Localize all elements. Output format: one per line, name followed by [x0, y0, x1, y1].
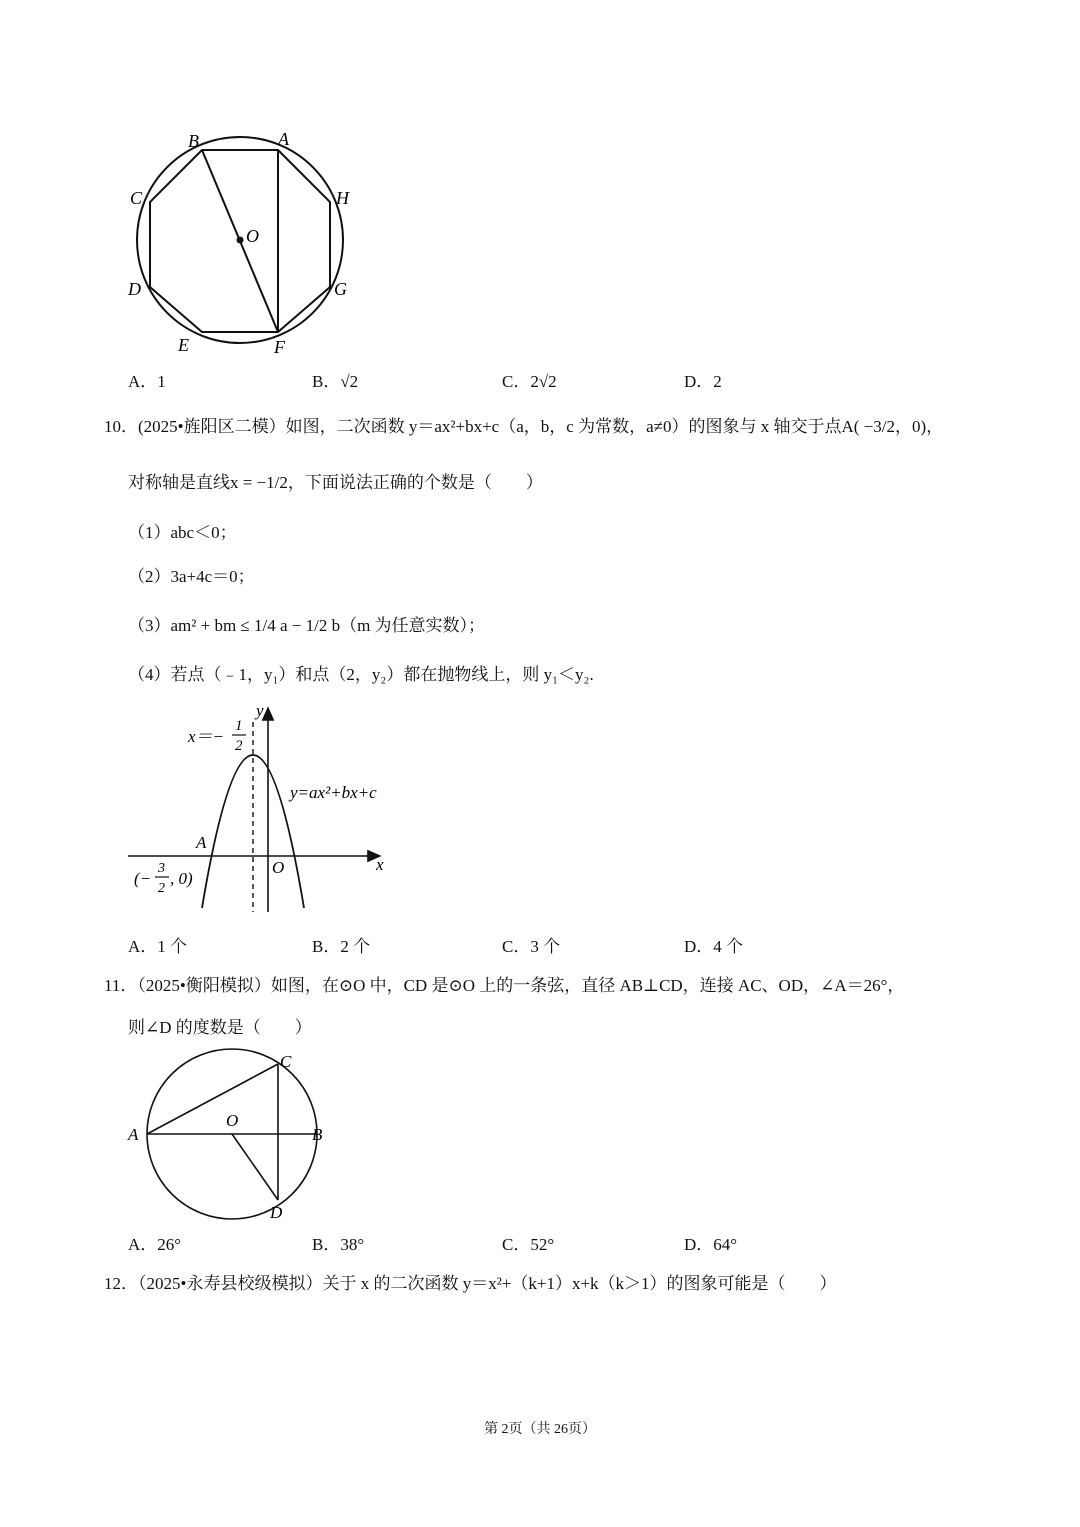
- label-G: G: [334, 279, 347, 299]
- q10-stem-line2: 对称轴是直线x = −1/2，下面说法正确的个数是（ ）: [128, 473, 543, 492]
- option-value: 2√2: [530, 372, 557, 391]
- q10-statement-1: （1）abc＜0；: [128, 523, 237, 542]
- option-letter: D．: [684, 372, 714, 391]
- option-value: 2 个: [340, 937, 371, 956]
- parabola-figure: [122, 700, 422, 915]
- q12-stem-line1: 12．（2025•永寿县校级模拟）关于 x 的二次函数 y＝x²+（k+1）x+k（k＞1）的图象可能是（ ）: [104, 1274, 837, 1293]
- option-letter: C．: [502, 937, 531, 956]
- option-letter: B．: [312, 372, 341, 391]
- symmetry-label: x＝−: [188, 727, 225, 746]
- point-a-coord-den: 2: [158, 881, 165, 896]
- q10-statement-3: （3）am² + bm ≤ 1/4 a − 1/2 b（m 为任意实数）；: [128, 616, 486, 635]
- q10-statement-2: （2）3a+4c＝0；: [128, 567, 255, 586]
- q9-option-c[interactable]: [502, 367, 557, 392]
- q10-option-d[interactable]: [684, 932, 743, 957]
- q11-option-c[interactable]: [502, 1230, 554, 1255]
- equation-label: y=ax²+bx+c: [290, 783, 377, 802]
- option-letter: A．: [128, 937, 158, 956]
- q10-option-b[interactable]: [312, 932, 370, 957]
- option-value: 3 个: [530, 937, 561, 956]
- label-O: O: [246, 226, 259, 246]
- center-point: [237, 237, 244, 244]
- q11-stem-line2: 则∠D 的度数是（ ）: [128, 1018, 312, 1037]
- option-value: 4 个: [713, 937, 744, 956]
- x-axis-label: x: [376, 855, 384, 874]
- q9-option-b[interactable]: [312, 367, 358, 392]
- q10-option-c[interactable]: [502, 932, 560, 957]
- point-a-coord-close: , 0): [170, 869, 193, 888]
- label-B: B: [188, 131, 199, 151]
- q9-option-a[interactable]: [128, 367, 166, 392]
- label-C: C: [130, 188, 143, 208]
- option-letter: D．: [684, 937, 714, 956]
- label-F: F: [274, 337, 285, 357]
- q10-stem-line1: 10．(2025•旌阳区二模）如图，二次函数 y＝ax²+bx+c（a，b，c 为常数，a≠0）的图象与 x 轴交于点A( −3/2，0)，: [104, 417, 944, 436]
- q11-stem-line1: 11．（2025•衡阳模拟）如图，在⊙O 中，CD 是⊙O 上的一条弦，直径 AB⊥CD，连接 AC、OD，∠A＝26°，: [104, 976, 905, 995]
- label-O: O: [226, 1111, 239, 1130]
- q11-option-b[interactable]: [312, 1230, 364, 1255]
- segment-OD: [232, 1134, 278, 1200]
- point-a-label: A: [196, 833, 207, 852]
- label-A: A: [278, 129, 289, 149]
- label-B: B: [312, 1125, 323, 1144]
- label-C: C: [280, 1052, 292, 1071]
- label-E: E: [178, 335, 189, 355]
- q11-option-a[interactable]: [128, 1230, 181, 1255]
- point-a-coord-num: 3: [158, 861, 165, 876]
- q10-option-a[interactable]: [128, 932, 187, 957]
- option-value: 26°: [157, 1235, 182, 1254]
- y-axis-label: y: [256, 701, 264, 720]
- option-letter: B．: [312, 937, 341, 956]
- option-value: √2: [340, 372, 359, 391]
- option-value: 64°: [713, 1235, 738, 1254]
- circle-chord-figure: [120, 1048, 340, 1223]
- option-letter: D．: [684, 1235, 714, 1254]
- label-D: D: [128, 279, 141, 299]
- option-letter: C．: [502, 372, 531, 391]
- option-value: 1: [157, 372, 166, 391]
- option-letter: A．: [128, 372, 158, 391]
- option-value: 2: [713, 372, 722, 391]
- label-D: D: [270, 1203, 283, 1222]
- point-a-coord-open: (−: [134, 869, 152, 888]
- octagon-circle-figure: [110, 120, 370, 365]
- symmetry-frac-den: 2: [235, 738, 243, 754]
- page-footer: 第 2页（共 26页）: [484, 1422, 596, 1437]
- option-letter: B．: [312, 1235, 341, 1254]
- label-H: H: [336, 188, 349, 208]
- q10-statement-4: （4）若点（﹣1，y₁）和点（2，y₂）都在抛物线上，则 y₁＜y₂.: [128, 665, 594, 684]
- q9-option-d[interactable]: [684, 367, 722, 392]
- option-value: 1 个: [157, 937, 188, 956]
- q11-option-d[interactable]: [684, 1230, 737, 1255]
- segment-AC: [147, 1064, 278, 1134]
- option-value: 38°: [340, 1235, 365, 1254]
- origin-label: O: [272, 858, 285, 877]
- option-value: 52°: [530, 1235, 555, 1254]
- label-A: A: [128, 1125, 139, 1144]
- option-letter: A．: [128, 1235, 158, 1254]
- symmetry-frac-num: 1: [235, 718, 243, 734]
- option-letter: C．: [502, 1235, 531, 1254]
